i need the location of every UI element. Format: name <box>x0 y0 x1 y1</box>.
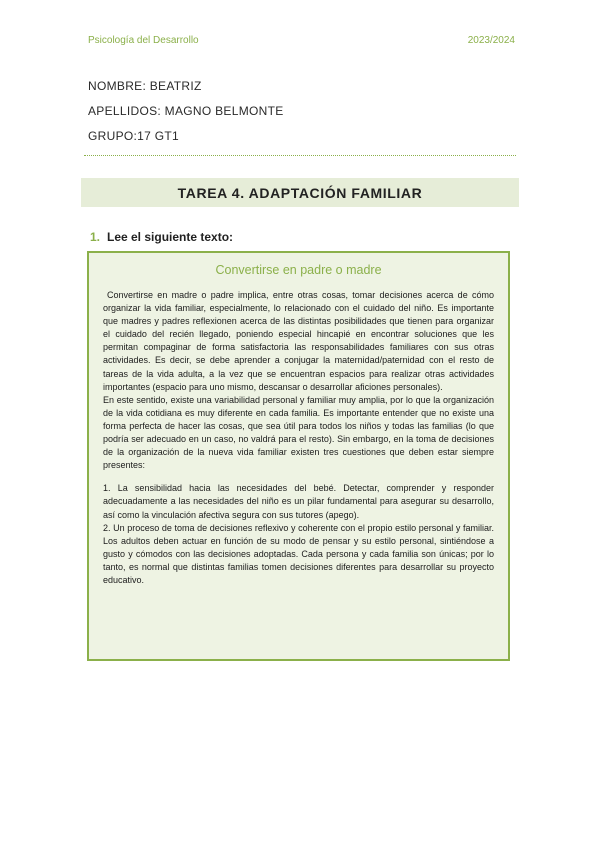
reading-box <box>87 251 510 661</box>
reading-paragraph-1: Convertirse en madre o padre implica, entre otras cosas, tomar decisiones acerca de cómo organizar la vida familiar, especialmente, lo relacionado con el cuidado del niño. Es importante que madres y padres reflexionen acerca de las distintas posibilidades que tienen para organizar el cuidado del recién llegado, poniendo especial hincapié en encontrar soluciones que les permitan compaginar de forma satisfactoria las responsabilidades familiares con sus otras actividades. Es decir, se debe aprender a conjugar la maternidad/paternidad con el resto de tareas de la vida adulta, a la vez que se encuentran espacios para realizar otras actividades importantes (espacio para uno mismo, descansar o desarrollar aficiones personales). <box>103 290 494 392</box>
student-name: NOMBRE: BEATRIZ <box>88 79 202 93</box>
student-surnames: APELLIDOS: MAGNO BELMONTE <box>88 104 284 118</box>
reading-body <box>103 289 494 587</box>
task-title: TAREA 4. ADAPTACIÓN FAMILIAR <box>81 178 519 207</box>
header-year: 2023/2024 <box>467 35 515 46</box>
question-number: 1. <box>90 230 101 244</box>
student-group: GRUPO:17 GT1 <box>88 129 179 143</box>
reading-item-2: 2. Un proceso de toma de decisiones reflexivo y coherente con el propio estilo personal y familiar. Los adultos deben actuar en función de su modo de pensar y su estilo personal, sintiéndose a gusto y cómodos con las decisiones adoptadas. Cada persona y cada familia son únicas; por lo tanto, es normal que distintas familias tomen decisiones diferentes para desarrollar su proyecto educativo. <box>103 522 494 585</box>
header-subject: Psicología del Desarrollo <box>88 35 199 46</box>
reading-item-1: 1. La sensibilidad hacia las necesidades del bebé. Detectar, comprender y responder adecuadamente a las necesidades del niño es un pilar fundamental para asegurar su desarrollo, así como la vinculación afectiva segura con sus tutores (apego). <box>103 483 494 520</box>
reading-title: Convertirse en padre o madre <box>215 263 382 277</box>
reading-paragraph-2: En este sentido, existe una variabilidad personal y familiar muy amplia, por lo que la organización de la vida cotidiana es muy diferente en cada familia. Es importante entender que no existe una forma perfecta de hacer las cosas, que sea útil para todos los niños y todas las familias (lo que podría ser adecuado en un caso, no valdrá para el resto). Sin embargo, en la toma de decisiones de la organización de la nueva vida familiar existen tres cuestiones que deben estar siempre presentes: <box>103 394 494 471</box>
question-text: Lee el siguiente texto: <box>107 230 234 244</box>
dotted-divider <box>84 155 516 156</box>
